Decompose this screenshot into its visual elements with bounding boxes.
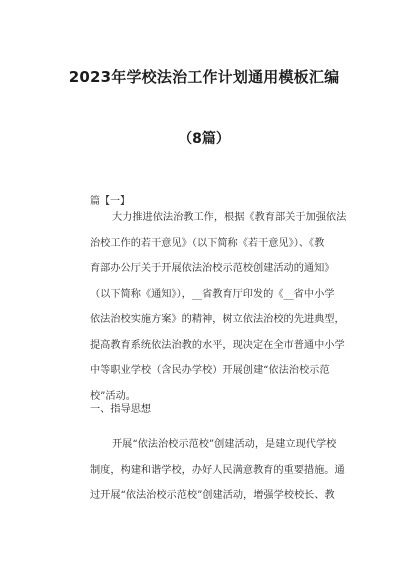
paragraph-line: 过开展“依法治校示范校”创建活动，增强学校校长、教 xyxy=(90,490,335,501)
document-subtitle: （8篇） xyxy=(178,131,230,147)
paragraph-line: 依法治校实施方案》的精神，树立依法治校的先进典型， xyxy=(90,314,345,325)
paragraph-line: 校”活动。 xyxy=(90,390,136,402)
paragraph-line: 开展“依法治校示范校”创建活动，是建立现代学校 xyxy=(112,439,337,450)
paragraph-line: 提高教育系统依法治教的水平，现决定在全市普通中小学 xyxy=(90,339,345,351)
paragraph-line: 大力推进依法治教工作，根据《教育部关于加强依法 xyxy=(112,212,347,223)
document-title: 2023年学校法治工作计划通用模板汇编 xyxy=(68,68,340,86)
paragraph-line: 中等职业学校（含民办学校）开展创建“依法治校示范 xyxy=(90,365,330,376)
paragraph-intro xyxy=(90,205,347,409)
paragraph-line: 治校工作的若干意见》（以下简称《若干意见》）、《教 xyxy=(90,237,325,249)
paragraph-line: （以下简称《通知》），__省教育厅印发的《__省中小学 xyxy=(90,288,335,300)
section-label: 篇【一】 xyxy=(90,196,130,207)
section-heading: 一、指导思想 xyxy=(90,404,152,415)
paragraph-line: 制度，构建和谐学校，办好人民满意教育的重要措施。通 xyxy=(90,464,345,476)
paragraph-line: 育部办公厅关于开展依法治校示范校创建活动的通知》 xyxy=(90,263,335,274)
paragraph-guiding-thought xyxy=(90,432,345,509)
